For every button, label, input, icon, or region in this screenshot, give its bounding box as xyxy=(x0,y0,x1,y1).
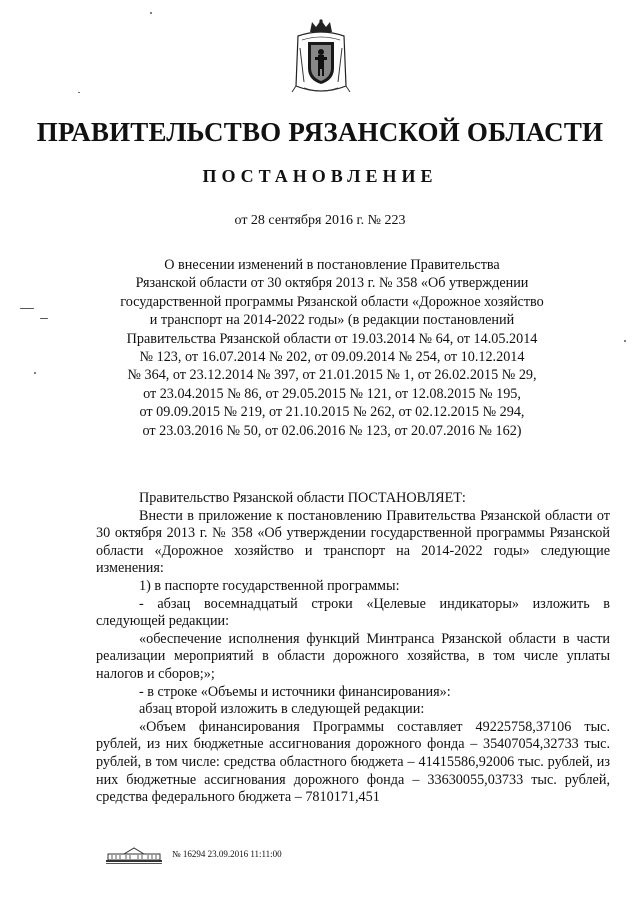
scan-speck xyxy=(78,92,80,93)
subject-line: Рязанской области от 30 октября 2013 г. № 358 «Об утверждении xyxy=(135,275,529,292)
document-type: ПОСТАНОВЛЕНИЕ xyxy=(202,166,438,186)
scan-speck xyxy=(20,308,34,309)
body-paragraph: Внести в приложение к постановлению Правительства Рязанской области от 30 октября 2013 г. № 358 «Об утверждении государственной программы Рязанской области «Дорожное хозяйство и транспорт на 2014-2022 годы» следующие изменения: xyxy=(96,507,610,577)
building-stamp-icon xyxy=(104,846,164,866)
subject-line: государственной программы Рязанской области «Дорожное хозяйство xyxy=(120,293,544,310)
body-paragraph: «обеспечение исполнения функций Минтранса Рязанской области в части реализации мероприятий в области дорожного хозяйства, в том числе уплаты налогов и сборов;»; xyxy=(96,630,610,682)
resolution-statement: Правительство Рязанской области ПОСТАНОВЛЯЕТ: xyxy=(139,490,466,506)
subject-line: от 23.04.2015 № 86, от 29.05.2015 № 121, от 12.08.2015 № 195, xyxy=(143,385,521,402)
body-paragraph: - абзац восемнадцатый строки «Целевые индикаторы» изложить в следующей редакции: xyxy=(96,595,610,630)
subject-line: № 123, от 16.07.2014 № 202, от 09.09.2014 № 254, от 10.12.2014 xyxy=(139,349,525,366)
document-date-number: от 28 сентября 2016 г. № 223 xyxy=(234,213,406,228)
body-paragraph: 1) в паспорте государственной программы: xyxy=(139,577,400,594)
subject-line: О внесении изменений в постановление Правительства xyxy=(164,257,500,273)
scan-speck xyxy=(624,340,626,342)
subject-line: от 09.09.2015 № 219, от 21.10.2015 № 262, от 02.12.2015 № 294, xyxy=(139,404,525,421)
scan-speck xyxy=(40,318,48,319)
coat-of-arms-icon xyxy=(290,18,352,98)
subject-line: Правительства Рязанской области от 19.03.2014 № 64, от 14.05.2014 xyxy=(126,330,538,347)
subject-line: от 23.03.2016 № 50, от 02.06.2016 № 123, от 20.07.2016 № 162) xyxy=(142,422,522,439)
scan-speck xyxy=(34,372,36,374)
registration-number: № 16294 23.09.2016 11:11:00 xyxy=(172,849,282,859)
body-paragraph: - в строке «Объемы и источники финансирования»: xyxy=(139,683,451,700)
registration-footer xyxy=(104,846,344,868)
subject-line: и транспорт на 2014-2022 годы» (в редакции постановлений xyxy=(149,312,515,329)
government-title: ПРАВИТЕЛЬСТВО РЯЗАНСКОЙ ОБЛАСТИ xyxy=(36,117,604,147)
body-paragraph: абзац второй изложить в следующей редакции: xyxy=(139,701,425,718)
scan-speck xyxy=(150,12,152,14)
document-body xyxy=(96,490,610,807)
subject-line: № 364, от 23.12.2014 № 397, от 21.01.2015 № 1, от 26.02.2015 № 29, xyxy=(127,367,537,384)
document-subject xyxy=(110,256,554,440)
body-paragraph: «Объем финансирования Программы составляет 49225758,37106 тыс. рублей, из них бюджетные ассигнования дорожного фонда – 35407054,32733 тыс. рублей, в том числе: средства областного бюджета – 41415586,92006 тыс. рублей, из них бюджетные ассигнования дорожного фонда – 33630055,03733 тыс. рублей, средства федерального бюджета – 7810171,451 xyxy=(96,718,610,806)
